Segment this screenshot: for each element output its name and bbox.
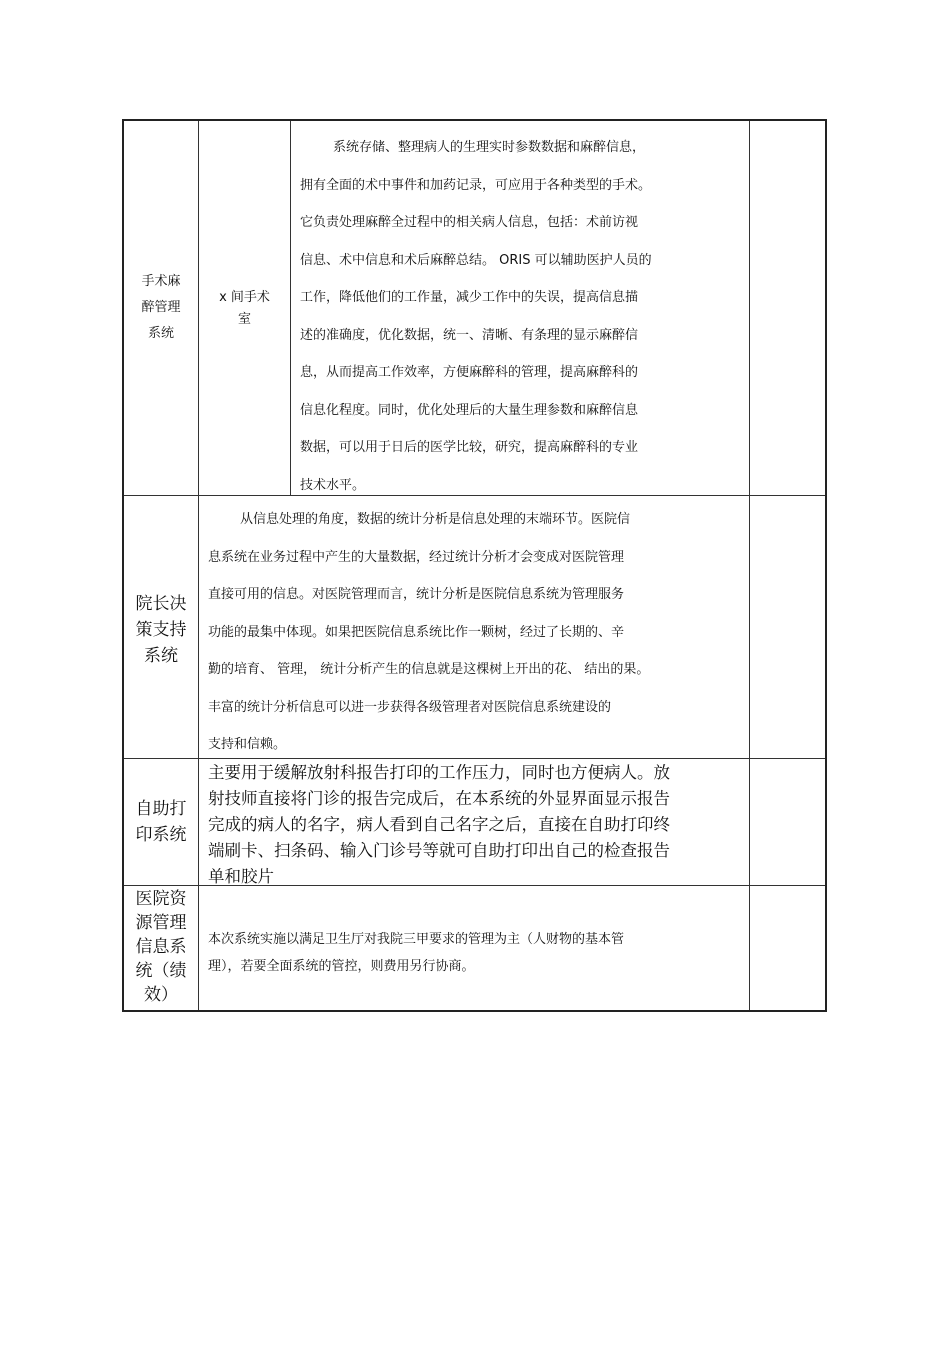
- description-line: 它负责处理麻醉全过程中的相关病人信息，包括：术前访视: [300, 215, 639, 230]
- location-line: 室: [237, 312, 251, 327]
- description-line: 直接可用的信息。对医院管理而言，统计分析是医院信息系统为管理服务: [208, 587, 625, 602]
- description-line: 技术水平。: [300, 477, 366, 493]
- system-name-decision-support: [124, 591, 198, 669]
- name-line: 效）: [144, 985, 178, 1005]
- description-line: 单和胶片: [208, 867, 274, 886]
- description-line: 数据，可以用于日后的医学比较，研究，提高麻醉科的专业: [300, 440, 639, 455]
- system-name-self-print: [124, 796, 198, 848]
- description-line: 勤的培育、 管理， 统计分析产生的信息就是这棵树上开出的花、 结出的果。: [208, 662, 650, 677]
- description-line: 信息、术中信息和术后麻醉总结。 ORIS 可以辅助医护人员的: [300, 252, 652, 268]
- name-line: 医院资: [135, 889, 187, 909]
- description-line: 完成的病人的名字，病人看到自己名字之后，直接在自助打印终: [208, 815, 670, 834]
- description-resource-management: [208, 926, 748, 980]
- description-line: 息系统在业务过程中产生的大量数据，经过统计分析才会变成对医院管理: [208, 549, 625, 565]
- description-line: 支持和信赖。: [208, 737, 287, 752]
- description-line: 从信息处理的角度，数据的统计分析是信息处理的末端环节。医院信: [240, 512, 631, 527]
- name-line: 信息系: [135, 937, 187, 957]
- name-line: 系统: [147, 326, 174, 341]
- description-line: 射技师直接将门诊的报告完成后，在本系统的外显界面显示报告: [208, 789, 670, 808]
- column-divider: [749, 121, 750, 1010]
- name-line: 策支持: [135, 620, 187, 640]
- column-divider: [290, 121, 291, 495]
- description-line: 功能的最集中体现。如果把医院信息系统比作一颗树，经过了长期的、辛: [208, 624, 625, 640]
- description-line: 主要用于缓解放射科报告打印的工作压力，同时也方便病人。放: [208, 763, 670, 782]
- name-line: 统（绩: [135, 961, 187, 981]
- column-divider: [198, 121, 199, 1010]
- name-line: 醉管理: [141, 300, 181, 315]
- name-line: 手术麻: [141, 274, 181, 289]
- description-line: 端刷卡、扫条码、输入门诊号等就可自助打印出自己的检查报告: [208, 841, 670, 860]
- name-line: 印系统: [135, 825, 187, 845]
- description-line: 拥有全面的术中事件和加药记录，可应用于各种类型的手术。: [300, 177, 652, 193]
- description-line: 系统存储、整理病人的生理实时参数数据和麻醉信息，: [333, 140, 646, 155]
- description-line: 丰富的统计分析信息可以进一步获得各级管理者对医院信息系统建设的: [208, 699, 612, 715]
- description-decision-support: [208, 501, 748, 764]
- system-table: [122, 119, 827, 1012]
- system-name-surgery-anesthesia: [124, 269, 198, 347]
- description-line: 工作，降低他们的工作量，减少工作中的失误，提高信息描: [300, 290, 639, 305]
- description-line: 本次系统实施以满足卫生厅对我院三甲要求的管理为主（人财物的基本管: [208, 932, 625, 947]
- description-line: 理），若要全面系统的管控，则费用另行协商。: [208, 959, 475, 974]
- location-line: x 间手术: [219, 290, 270, 305]
- name-line: 系统: [144, 646, 178, 666]
- description-line: 述的准确度，优化数据，统一、清晰、有条理的显示麻醉信: [300, 327, 639, 343]
- name-line: 院长决: [135, 594, 187, 614]
- name-line: 源管理: [135, 913, 187, 933]
- description-line: 信息化程度。同时，优化处理后的大量生理参数和麻醉信息: [300, 402, 639, 418]
- location-cell: [199, 287, 290, 331]
- name-line: 自助打: [135, 799, 187, 819]
- system-name-resource-management: [124, 887, 198, 1007]
- description-surgery-anesthesia: [300, 129, 745, 504]
- description-line: 息，从而提高工作效率，方便麻醉科的管理，提高麻醉科的: [300, 365, 639, 380]
- description-self-print: [208, 760, 748, 890]
